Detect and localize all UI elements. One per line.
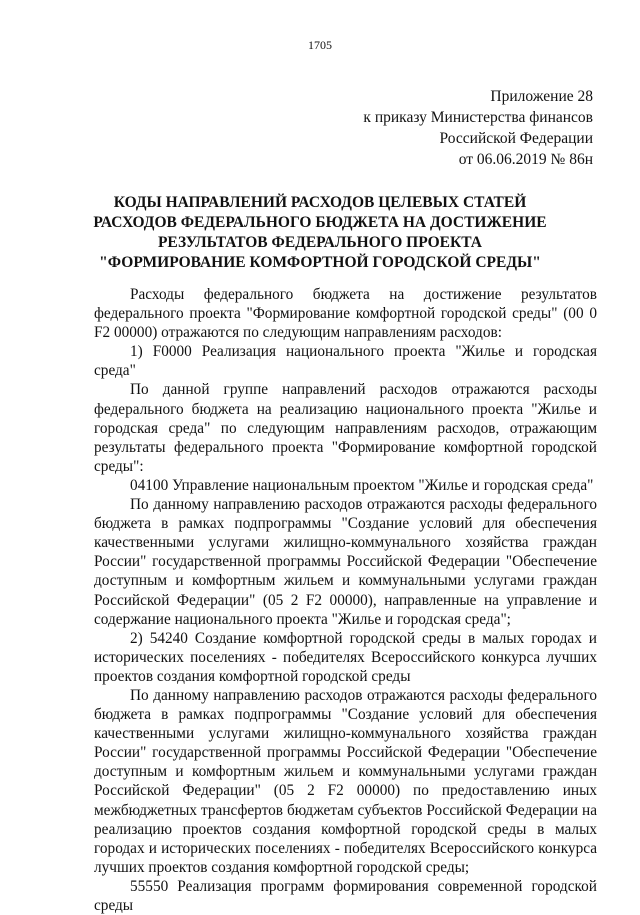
appendix-line: Российской Федерации — [439, 130, 593, 147]
body-paragraph: По данному направлению расходов отражаются расходы федерального бюджета в рамках подпрограммы "Создание условий для обеспечения качественными услугами жилищно-коммунального хозяйства граждан России" государственной программы Российской Федерации "Обеспечение доступным и комфортным жильем и коммунальными услугами граждан Российской Федерации" (05 2 F2 00000), направленные на управление и содержание национального проекта "Жилье и городская среда"; — [94, 496, 597, 628]
title-line: "ФОРМИРОВАНИЕ КОМФОРТНОЙ ГОРОДСКОЙ СРЕДЫ" — [99, 254, 541, 271]
title-line: РАСХОДОВ ФЕДЕРАЛЬНОГО БЮДЖЕТА НА ДОСТИЖЕНИЕ — [93, 214, 547, 231]
appendix-line: к приказу Министерства финансов — [363, 109, 593, 126]
appendix-line: Приложение 28 — [490, 88, 593, 105]
page-number: 1705 — [308, 38, 332, 52]
appendix-line: от 06.06.2019 № 86н — [458, 151, 593, 168]
body-paragraph: 04100 Управление национальным проектом "Жилье и городская среда" — [130, 476, 594, 494]
appendix-block — [333, 86, 593, 170]
body-paragraph: 2) 54240 Создание комфортной городской среды в малых городах и исторических поселениях - победителях Всероссийского конкурса лучших проектов создания комфортной городской среды — [94, 629, 597, 685]
document-body — [94, 285, 597, 915]
body-paragraph: По данному направлению расходов отражаются расходы федерального бюджета в рамках подпрограммы "Создание условий для обеспечения качественными услугами жилищно-коммунального хозяйства граждан России" государственной программы Российской Федерации "Обеспечение доступным и комфортным жильем и коммунальными услугами граждан Российской Федерации" (05 2 F2 00000) по предоставлению иных межбюджетных трансфертов бюджетам субъектов Российской Федерации на реализацию проектов создания комфортной городской среды в малых городах и исторических поселениях - победителях Всероссийского конкурса лучших проектов создания комфортной городской среды; — [94, 686, 597, 876]
body-paragraph: По данной группе направлений расходов отражаются расходы федерального бюджета на реализацию национального проекта "Жилье и городская среда" по следующим направлениям расходов, отражающим результаты федерального проекта "Формирование комфортной городской среды": — [94, 381, 597, 475]
title-line: КОДЫ НАПРАВЛЕНИЙ РАСХОДОВ ЦЕЛЕВЫХ СТАТЕЙ — [113, 194, 527, 211]
body-paragraph: Расходы федерального бюджета на достижение результатов федерального проекта "Формирование комфортной городской среды" (00 0 F2 00000) отражаются по следующим направлениям расходов: — [94, 286, 597, 342]
document-title — [80, 193, 560, 273]
body-paragraph: 55550 Реализация программ формирования современной городской среды — [94, 877, 597, 914]
title-line: РЕЗУЛЬТАТОВ ФЕДЕРАЛЬНОГО ПРОЕКТА — [157, 234, 483, 251]
body-paragraph: 1) F0000 Реализация национального проекта "Жилье и городская среда" — [94, 343, 597, 380]
